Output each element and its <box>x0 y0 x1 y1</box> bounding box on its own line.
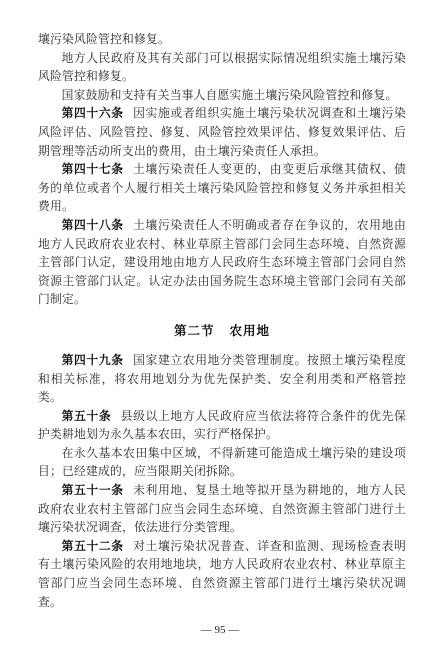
paragraph <box>38 49 406 86</box>
section-heading <box>38 321 406 339</box>
article-label: 第四十七条 <box>61 162 124 177</box>
article-label: 第四十八条 <box>61 217 124 232</box>
paragraph-text: 对土壤污染状况普查、详查和监测、现场检查表明有土壤污染风险的农用地地块，地方人民政府农业农村、林业草原主管部门应当会同生态环境、自然资源主管部门进行土壤污染状况调查。 <box>38 538 406 609</box>
article-label: 第五十二条 <box>61 538 124 553</box>
article-52 <box>38 537 406 611</box>
article-label: 第四十九条 <box>61 352 124 367</box>
paragraph <box>38 86 406 105</box>
article-label: 第五十一条 <box>61 483 124 498</box>
paragraph <box>38 30 406 49</box>
paragraph-text: 国家鼓励和支持有关当事人自愿实施土壤污染风险管控和修复。 <box>61 87 398 102</box>
section-title: 农用地 <box>229 322 271 338</box>
article-46 <box>38 104 406 160</box>
paragraph-text: 国家建立农用地分类管理制度。按照土壤污染程度和相关标准，将农用地划分为优先保护类、安全利用类和严格管控类。 <box>38 352 406 405</box>
body-text-bottom <box>38 351 406 611</box>
article-50 <box>38 407 406 444</box>
paragraph-text: 地方人民政府及其有关部门可以根据实际情况组织实施土壤污染风险管控和修复。 <box>38 50 406 84</box>
paragraph-text: 未利用地、复垦土地等拟开垦为耕地的，地方人民政府农业农村主管部门应当会同生态环境、自然资源主管部门进行土壤污染状况调查，依法进行分类管理。 <box>38 483 406 535</box>
paragraph <box>38 444 406 481</box>
body-text-top <box>38 30 406 309</box>
page-number: — 95 — <box>200 624 240 636</box>
paragraph-text: 土壤污染责任人变更的，由变更后承继其债权、债务的单位或者个人履行相关土壤污染风险管控和修复义务并承担相关费用。 <box>38 162 406 214</box>
article-49 <box>38 351 406 407</box>
section-number: 第二节 <box>173 322 215 338</box>
article-label: 第四十六条 <box>61 106 124 121</box>
article-label: 第五十条 <box>61 408 112 423</box>
paragraph-text: 壤污染风险管控和修复。 <box>38 32 170 46</box>
article-47 <box>38 160 406 216</box>
paragraph-text: 因实施或者组织实施土壤污染状况调查和土壤污染风险评估、风险管控、修复、风险管控效果评估、修复效果评估、后期管理等活动所支出的费用，由土壤污染责任人承担。 <box>38 106 406 158</box>
article-51 <box>38 481 406 537</box>
paragraph-text: 在永久基本农田集中区域，不得新建可能造成土壤污染的建设项目；已经建成的，应当限期关闭拆除。 <box>38 445 406 479</box>
paragraph-text: 土壤污染责任人不明确或者存在争议的，农用地由地方人民政府农业农村、林业草原主管部门会同生态环境、自然资源主管部门认定，建设用地由地方人民政府生态环境主管部门会同自然资源主管部门认定。认定办法由国务院生态环境主管部门会同有关部门制定。 <box>38 217 406 307</box>
article-48 <box>38 216 406 309</box>
paragraph-text: 县级以上地方人民政府应当依法将符合条件的优先保护类耕地划为永久基本农田，实行严格保护。 <box>38 408 406 442</box>
